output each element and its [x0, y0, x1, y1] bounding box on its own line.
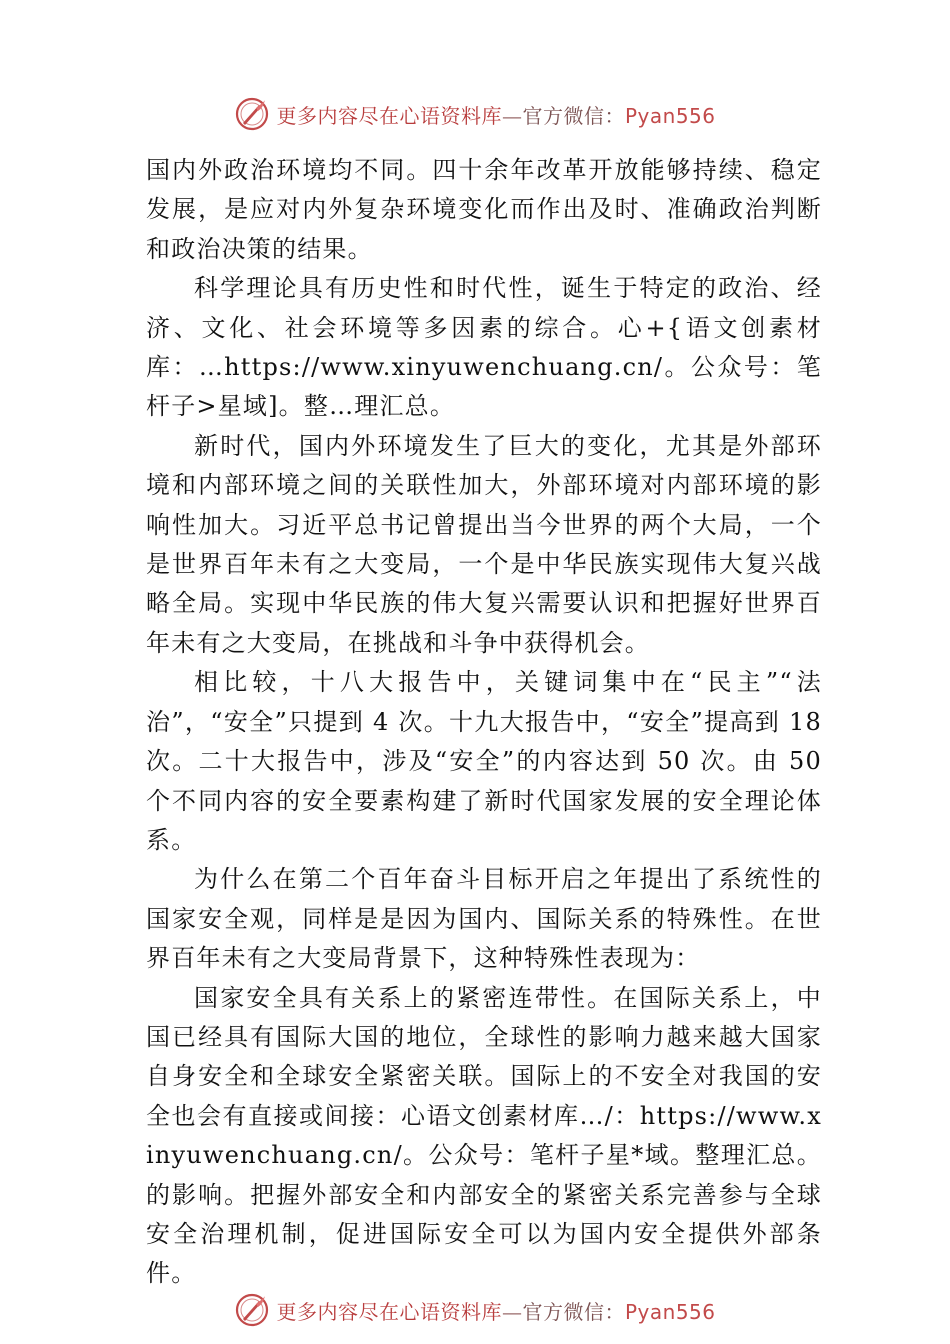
banner-dash: — — [501, 103, 523, 128]
footer-banner — [0, 1290, 950, 1330]
brand-name: 更多内容尽在心语资料库 — [276, 1299, 502, 1324]
brand-name: 更多内容尽在心语资料库 — [276, 103, 502, 128]
paragraph-5: 为什么在第二个百年奋斗目标开启之年提出了系统性的国家安全观，同样是是因为国内、国际关系的特殊性。在世界百年未有之大变局背景下，这种特殊性表现为： — [146, 865, 822, 973]
document-body — [146, 151, 822, 1294]
paragraph-2: 科学理论具有历史性和时代性，诞生于特定的政治、经济、文化、社会环境等多因素的综合。心+{语文创素材库：…https://www.xinyuwenchuang.cn/。公众号：笔杆子>星域]。整…理汇总。 — [146, 274, 822, 421]
paragraph-1: 国内外政治环境均不同。四十余年改革开放能够持续、稳定发展，是应对内外复杂环境变化而作出及时、准确政治判断和政治决策的结果。 — [146, 156, 822, 263]
footer-banner-text — [276, 1296, 715, 1325]
paragraph-6: 国家安全具有关系上的紧密连带性。在国际关系上，中国已经具有国际大国的地位，全球性的影响力越来越大国家自身安全和全球安全紧密关联。国际上的不安全对我国的安全也会有直接或间接：心语文创素材库…/：https://www.xinyuwenchuang.cn/。公众号：笔杆子星*域。整理汇总。的影响。把握外部安全和内部安全的紧密关系完善参与全球安全治理机制，促进国际安全可以为国内安全提供外部条件。 — [146, 983, 822, 1288]
wechat-label: 官方微信： — [522, 1299, 625, 1324]
header-banner-text — [276, 100, 715, 129]
banner-dash: — — [501, 1299, 523, 1324]
header-banner — [0, 94, 950, 134]
paragraph-4: 相比较，十八大报告中，关键词集中在“民主”“法治”，“安全”只提到 4 次。十九大报告中，“安全”提高到 18 次。二十大报告中，涉及“安全”的内容达到 50 次。由 50 个不同内容的安全要素构建了新时代国家发展的安全理论体系。 — [146, 668, 822, 854]
quill-seal-icon — [234, 1292, 270, 1328]
wechat-label: 官方微信： — [522, 103, 625, 128]
paragraph-3: 新时代，国内外环境发生了巨大的变化，尤其是外部环境和内部环境之间的关联性加大，外部环境对内部环境的影响性加大。习近平总书记曾提出当今世界的两个大局，一个是世界百年未有之大变局，一个是中华民族实现伟大复兴战略全局。实现中华民族的伟大复兴需要认识和把握好世界百年未有之大变局，在挑战和斗争中获得机会。 — [146, 431, 822, 657]
wechat-id: Pyan556 — [624, 1299, 716, 1324]
wechat-id: Pyan556 — [624, 103, 716, 128]
quill-seal-icon — [234, 96, 270, 132]
